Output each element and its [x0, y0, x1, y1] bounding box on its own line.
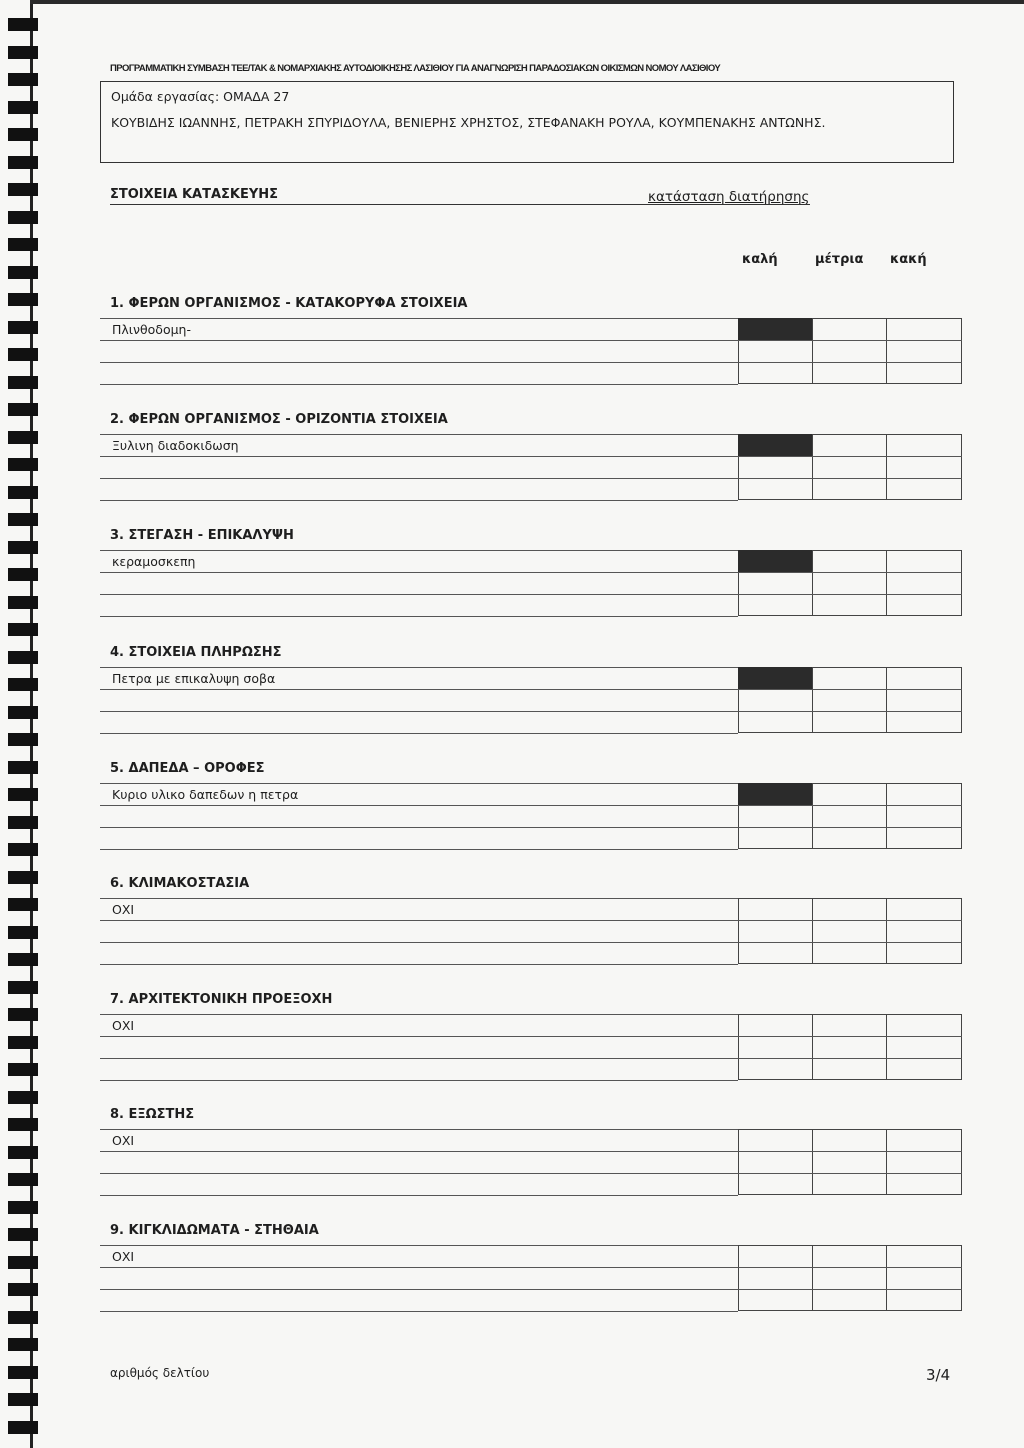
row-line [100, 1245, 738, 1246]
grid-divider [886, 667, 887, 733]
grid-row-line [738, 805, 962, 806]
binding-hole [8, 1173, 38, 1186]
binding-hole [8, 1393, 38, 1406]
grid-divider [812, 318, 813, 384]
row-line [100, 1311, 738, 1312]
binding-hole [8, 238, 38, 251]
grid-divider [812, 434, 813, 500]
grid-divider [886, 550, 887, 616]
grid-row-line [738, 942, 962, 943]
grid-row-line [738, 827, 962, 828]
grid-divider [886, 434, 887, 500]
binding-hole [8, 926, 38, 939]
row-line [100, 849, 738, 850]
row-line [100, 783, 738, 784]
spiral-binding [0, 0, 42, 1448]
row-line [100, 805, 738, 806]
working-group-label: Ομάδα εργασίας: ΟΜΑΔΑ 27 [111, 89, 290, 104]
grid-row-line [738, 340, 962, 341]
grid-row-line [738, 1036, 962, 1037]
binding-hole [8, 568, 38, 581]
working-group-box [100, 81, 954, 163]
binding-hole [8, 403, 38, 416]
section-value: Πετρα με επικαλυψη σοβα [112, 671, 276, 686]
binding-hole [8, 1036, 38, 1049]
binding-hole [8, 623, 38, 636]
section-title: 8. ΕΞΩΣΤΗΣ [110, 1107, 195, 1122]
binding-hole [8, 1146, 38, 1159]
row-line [100, 1267, 738, 1268]
binding-hole [8, 1256, 38, 1269]
binding-hole [8, 898, 38, 911]
condition-heading: κατάσταση διατήρησης [648, 189, 810, 205]
grid-divider [886, 898, 887, 964]
condition-mark [738, 550, 812, 572]
binding-hole [8, 183, 38, 196]
row-line [100, 1129, 738, 1130]
grid-row-line [738, 1151, 962, 1152]
section-value: Ξυλινη διαδοκιδωση [112, 438, 239, 453]
binding-hole [8, 1366, 38, 1379]
row-line [100, 1014, 738, 1015]
grid-row-line [738, 711, 962, 712]
section-6 [100, 876, 958, 966]
section-title: 1. ΦΕΡΩΝ ΟΡΓΑΝΙΣΜΟΣ - ΚΑΤΑΚΟΡΥΦΑ ΣΤΟΙΧΕΙΑ [110, 296, 468, 311]
section-title: 3. ΣΤΕΓΑΣΗ - ΕΠΙΚΑΛΥΨΗ [110, 528, 294, 543]
row-line [100, 434, 738, 435]
row-line [100, 1036, 738, 1037]
row-line [100, 594, 738, 595]
grid-row-line [738, 1173, 962, 1174]
row-line [100, 898, 738, 899]
row-line [100, 616, 738, 617]
row-line [100, 942, 738, 943]
binding-hole [8, 513, 38, 526]
binding-hole [8, 843, 38, 856]
row-line [100, 920, 738, 921]
condition-grid [738, 1245, 962, 1311]
binding-hole [8, 1118, 38, 1131]
section-3 [100, 528, 958, 618]
binding-hole [8, 541, 38, 554]
grid-divider [886, 1245, 887, 1311]
binding-hole [8, 266, 38, 279]
page-top-edge [30, 0, 1024, 4]
binding-hole [8, 211, 38, 224]
row-line [100, 711, 738, 712]
binding-hole [8, 981, 38, 994]
section-1 [100, 296, 958, 386]
binding-hole [8, 761, 38, 774]
binding-hole [8, 431, 38, 444]
column-bad: κακή [890, 252, 927, 267]
binding-hole [8, 321, 38, 334]
grid-divider [812, 783, 813, 849]
row-line [100, 550, 738, 551]
section-2 [100, 412, 958, 502]
row-line [100, 964, 738, 965]
grid-row-line [738, 478, 962, 479]
grid-divider [886, 1129, 887, 1195]
section-4 [100, 645, 958, 735]
binding-hole [8, 1201, 38, 1214]
row-line [100, 456, 738, 457]
section-title: 2. ΦΕΡΩΝ ΟΡΓΑΝΙΣΜΟΣ - ΟΡΙΖΟΝΤΙΑ ΣΤΟΙΧΕΙΑ [110, 412, 448, 427]
row-line [100, 733, 738, 734]
binding-hole [8, 651, 38, 664]
section-5 [100, 761, 958, 851]
grid-row-line [738, 1267, 962, 1268]
row-line [100, 318, 738, 319]
section-value: ΟΧΙ [112, 902, 135, 917]
grid-row-line [738, 594, 962, 595]
grid-row-line [738, 689, 962, 690]
sheet-number-label: αριθμός δελτίου [110, 1366, 210, 1380]
binding-hole [8, 293, 38, 306]
section-title: 9. ΚΙΓΚΛΙΔΩΜΑΤΑ - ΣΤΗΘΑΙΑ [110, 1223, 319, 1238]
section-value: ΟΧΙ [112, 1249, 135, 1264]
row-line [100, 340, 738, 341]
row-line [100, 667, 738, 668]
grid-row-line [738, 1058, 962, 1059]
binding-hole [8, 733, 38, 746]
section-9 [100, 1223, 958, 1313]
row-line [100, 689, 738, 690]
row-line [100, 1080, 738, 1081]
binding-hole [8, 816, 38, 829]
section-value: κεραμοσκεπη [112, 554, 196, 569]
construction-elements-heading: ΣΤΟΙΧΕΙΑ ΚΑΤΑΣΚΕΥΗΣ [110, 187, 279, 202]
grid-row-line [738, 362, 962, 363]
grid-divider [812, 1245, 813, 1311]
binding-hole [8, 1311, 38, 1324]
binding-hole [8, 596, 38, 609]
grid-divider [812, 1014, 813, 1080]
condition-mark [738, 783, 812, 805]
section-title: 7. ΑΡΧΙΤΕΚΤΟΝΙΚΗ ΠΡΟΕΞΟΧΗ [110, 992, 333, 1007]
binding-hole [8, 1091, 38, 1104]
section-value: Κυριο υλικο δαπεδων η πετρα [112, 787, 299, 802]
binding-hole [8, 1421, 38, 1434]
column-medium: μέτρια [815, 252, 864, 267]
condition-mark [738, 318, 812, 340]
row-line [100, 1151, 738, 1152]
row-line [100, 1058, 738, 1059]
grid-divider [812, 898, 813, 964]
binding-hole [8, 128, 38, 141]
row-line [100, 478, 738, 479]
binding-hole [8, 953, 38, 966]
binding-hole [8, 871, 38, 884]
section-value: ΟΧΙ [112, 1018, 135, 1033]
condition-grid [738, 1129, 962, 1195]
binding-hole [8, 1338, 38, 1351]
section-8 [100, 1107, 958, 1197]
binding-hole [8, 706, 38, 719]
grid-divider [812, 550, 813, 616]
grid-divider [812, 667, 813, 733]
section-title: 4. ΣΤΟΙΧΕΙΑ ΠΛΗΡΩΣΗΣ [110, 645, 282, 660]
row-line [100, 1173, 738, 1174]
section-title: 5. ΔΑΠΕΔΑ – ΟΡΟΦΕΣ [110, 761, 265, 776]
section-title: 6. ΚΛΙΜΑΚΟΣΤΑΣΙΑ [110, 876, 250, 891]
binding-hole [8, 1063, 38, 1076]
row-line [100, 1289, 738, 1290]
grid-divider [886, 1014, 887, 1080]
grid-divider [886, 783, 887, 849]
row-line [100, 827, 738, 828]
row-line [100, 362, 738, 363]
group-members: ΚΟΥΒΙΔΗΣ ΙΩΑΝΝΗΣ, ΠΕΤΡΑΚΗ ΣΠΥΡΙΔΟΥΛΑ, ΒΕΝΙΕΡΗΣ ΧΡΗΣΤΟΣ, ΣΤΕΦΑΝΑΚΗ ΡΟΥΛΑ, ΚΟΥΜΠΕΝΑΚΗΣ ΑΝΤΩΝΗΣ. [111, 115, 826, 130]
condition-mark [738, 434, 812, 456]
condition-mark [738, 667, 812, 689]
binding-hole [8, 46, 38, 59]
binding-hole [8, 1008, 38, 1021]
binding-hole [8, 788, 38, 801]
binding-hole [8, 1283, 38, 1296]
grid-row-line [738, 572, 962, 573]
grid-divider [886, 318, 887, 384]
row-line [100, 500, 738, 501]
binding-hole [8, 1228, 38, 1241]
condition-grid [738, 1014, 962, 1080]
section-7 [100, 992, 958, 1082]
binding-hole [8, 18, 38, 31]
binding-hole [8, 678, 38, 691]
program-header: ΠΡΟΓΡΑΜΜΑΤΙΚΗ ΣΥΜΒΑΣΗ ΤΕΕ/ΤΑΚ & ΝΟΜΑΡΧΙΑΚΗΣ ΑΥΤΟΔΙΟΙΚΗΣΗΣ ΛΑΣΙΘΙΟΥ ΓΙΑ ΑΝΑΓΝΩΡΙΣΗ ΠΑΡΑΔΟΣΙΑΚΩΝ ΟΙΚΙΣΜΩΝ ΝΟΜΟΥ ΛΑΣΙΘΙΟΥ [110, 63, 721, 74]
grid-row-line [738, 920, 962, 921]
grid-divider [812, 1129, 813, 1195]
row-line [100, 1195, 738, 1196]
binding-hole [8, 101, 38, 114]
binding-hole [8, 156, 38, 169]
binding-hole [8, 458, 38, 471]
column-good: καλή [742, 252, 778, 267]
binding-hole [8, 73, 38, 86]
binding-hole [8, 376, 38, 389]
grid-row-line [738, 1289, 962, 1290]
binding-hole [8, 348, 38, 361]
row-line [100, 384, 738, 385]
binding-hole [8, 486, 38, 499]
condition-grid [738, 898, 962, 964]
section-value: ΟΧΙ [112, 1133, 135, 1148]
grid-row-line [738, 456, 962, 457]
section-value: Πλινθοδομη- [112, 322, 191, 337]
page-number: 3/4 [926, 1366, 951, 1384]
row-line [100, 572, 738, 573]
